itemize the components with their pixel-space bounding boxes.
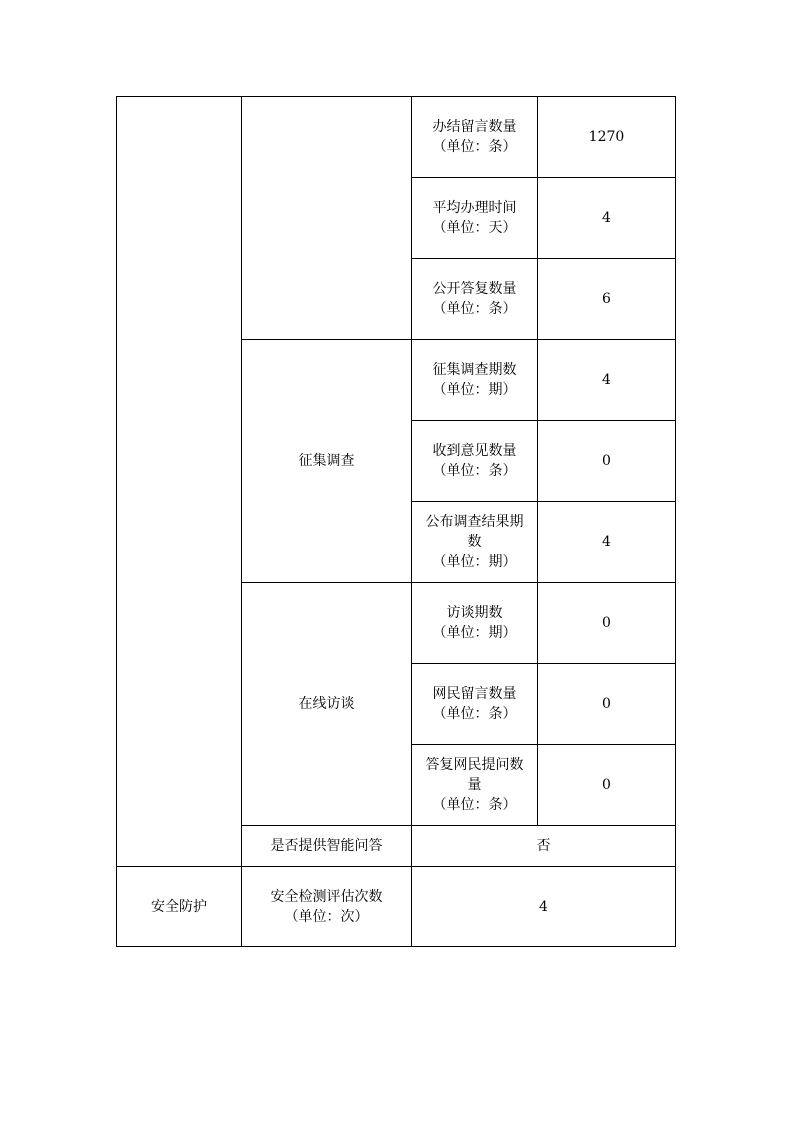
metric-value: 4	[538, 340, 676, 421]
metric-value: 4	[538, 502, 676, 583]
table-row	[117, 97, 676, 178]
metric-value: 4	[538, 178, 676, 259]
metric-value: 6	[538, 259, 676, 340]
group-label-survey: 征集调查	[242, 340, 412, 583]
metric-label: 访谈期数 （单位：期）	[412, 583, 538, 664]
metric-label: 征集调查期数 （单位：期）	[412, 340, 538, 421]
metric-label: 平均办理时间 （单位：天）	[412, 178, 538, 259]
metric-value: 4	[412, 867, 676, 947]
statistics-table	[116, 96, 676, 947]
metric-value: 0	[538, 664, 676, 745]
section-label-security: 安全防护	[117, 867, 242, 947]
metric-label: 答复网民提问数 量 （单位：条）	[412, 745, 538, 826]
metric-value: 0	[538, 583, 676, 664]
subcategory-cell-blank	[242, 97, 412, 340]
smart-qa-value: 否	[412, 826, 676, 867]
metric-label: 网民留言数量 （单位：条）	[412, 664, 538, 745]
metric-value: 1270	[538, 97, 676, 178]
group-label-interview: 在线访谈	[242, 583, 412, 826]
metric-value: 0	[538, 421, 676, 502]
metric-value: 0	[538, 745, 676, 826]
metric-label: 安全检测评估次数 （单位：次）	[242, 867, 412, 947]
category-cell-blank	[117, 97, 242, 867]
table-row	[117, 867, 676, 947]
metric-label: 办结留言数量 （单位：条）	[412, 97, 538, 178]
metric-label: 公布调查结果期 数 （单位：期）	[412, 502, 538, 583]
metric-label: 收到意见数量 （单位：条）	[412, 421, 538, 502]
group-label-smart-qa: 是否提供智能问答	[242, 826, 412, 867]
metric-label: 公开答复数量 （单位：条）	[412, 259, 538, 340]
